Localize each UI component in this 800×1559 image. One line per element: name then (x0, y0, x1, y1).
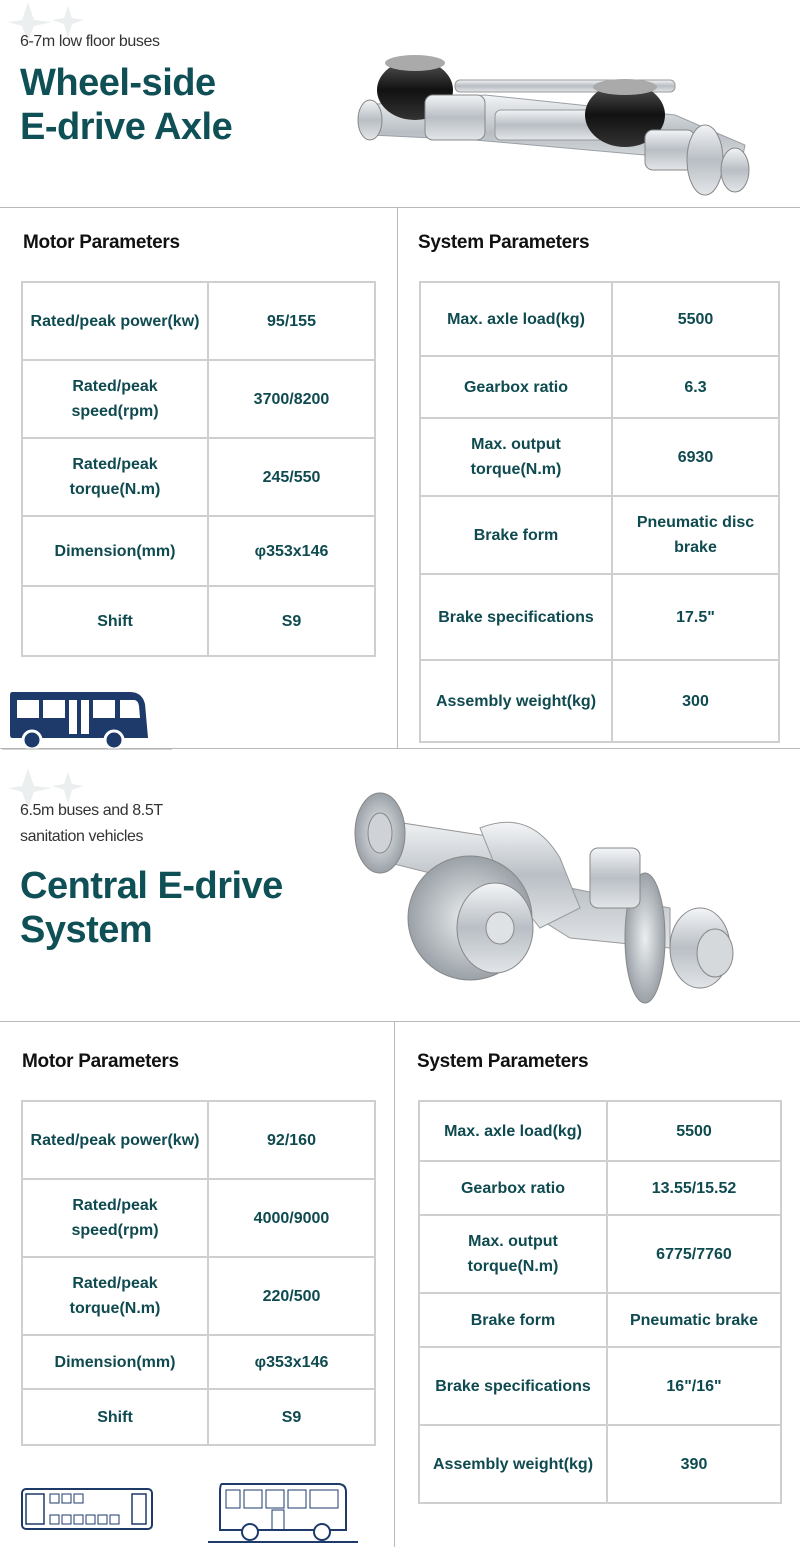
table-row (420, 356, 779, 418)
table-row (22, 1101, 375, 1179)
param-value: 95/155 (208, 282, 375, 360)
param-value: 5500 (612, 282, 779, 356)
section-1-motor-heading: Motor Parameters (23, 232, 180, 253)
param-value: S9 (208, 586, 375, 656)
table-row (420, 574, 779, 660)
param-value: 13.55/15.52 (607, 1161, 781, 1215)
param-label: Assembly weight(kg) (420, 660, 612, 742)
param-label: Dimension(mm) (22, 1335, 208, 1389)
low-floor-bus-icon (2, 688, 172, 752)
section-2-system-table (418, 1100, 782, 1504)
param-label: Max. output torque(N.m) (419, 1215, 607, 1293)
param-label: Max. axle load(kg) (420, 282, 612, 356)
wheel-side-axle-image (345, 35, 765, 200)
table-row (22, 1179, 375, 1257)
table-row (419, 1347, 781, 1425)
central-e-drive-image (340, 778, 760, 1008)
table-row (419, 1161, 781, 1215)
section-2-column-divider (394, 1021, 395, 1547)
param-value: 17.5" (612, 574, 779, 660)
table-row (22, 438, 375, 516)
param-label: Assembly weight(kg) (419, 1425, 607, 1503)
table-row (22, 282, 375, 360)
section-1-system-heading: System Parameters (418, 232, 590, 253)
table-row (22, 360, 375, 438)
table-row (22, 516, 375, 586)
param-label: Rated/peak torque(N.m) (22, 1257, 208, 1335)
param-value: 300 (612, 660, 779, 742)
section-2-motor-table (21, 1100, 376, 1446)
section-1-top-divider (0, 207, 800, 208)
param-value: S9 (208, 1389, 375, 1445)
param-label: Rated/peak speed(rpm) (22, 1179, 208, 1257)
param-value: 220/500 (208, 1257, 375, 1335)
table-row (419, 1425, 781, 1503)
param-value: 16"/16" (607, 1347, 781, 1425)
section-1-motor-table (21, 281, 376, 657)
section-1-column-divider (397, 207, 398, 748)
section-2-system-heading: System Parameters (417, 1051, 589, 1072)
param-value: 245/550 (208, 438, 375, 516)
param-label: Brake form (420, 496, 612, 574)
param-value: 4000/9000 (208, 1179, 375, 1257)
param-label: Rated/peak power(kw) (22, 1101, 208, 1179)
table-row (419, 1293, 781, 1347)
table-row (22, 1389, 375, 1445)
section-2-top-divider (0, 1021, 800, 1022)
param-value: Pneumatic brake (607, 1293, 781, 1347)
table-row (420, 496, 779, 574)
param-label: Rated/peak torque(N.m) (22, 438, 208, 516)
param-label: Rated/peak speed(rpm) (22, 360, 208, 438)
param-value: 5500 (607, 1101, 781, 1161)
bus-side-view-icon (208, 1478, 358, 1544)
param-value: 390 (607, 1425, 781, 1503)
table-row (420, 660, 779, 742)
table-row (420, 418, 779, 496)
param-label: Gearbox ratio (419, 1161, 607, 1215)
section-2-motor-heading: Motor Parameters (22, 1051, 179, 1072)
param-label: Brake specifications (420, 574, 612, 660)
section-1-subtitle: 6-7m low floor buses (20, 33, 160, 50)
param-value: φ353x146 (208, 1335, 375, 1389)
table-row (419, 1101, 781, 1161)
param-value: 3700/8200 (208, 360, 375, 438)
param-value: 6775/7760 (607, 1215, 781, 1293)
table-row (22, 586, 375, 656)
param-label: Shift (22, 586, 208, 656)
table-row (22, 1335, 375, 1389)
param-label: Brake specifications (419, 1347, 607, 1425)
table-row (22, 1257, 375, 1335)
section-1-title: Wheel-side E-drive Axle (20, 62, 233, 148)
param-label: Shift (22, 1389, 208, 1445)
bus-floor-plan-icon (20, 1486, 160, 1534)
param-value: 92/160 (208, 1101, 375, 1179)
param-label: Brake form (419, 1293, 607, 1347)
param-label: Dimension(mm) (22, 516, 208, 586)
section-2-subtitle: 6.5m buses and 8.5T sanitation vehicles (20, 802, 163, 845)
section-2-title: Central E-drive System (20, 865, 283, 951)
table-row (419, 1215, 781, 1293)
param-label: Max. output torque(N.m) (420, 418, 612, 496)
param-label: Gearbox ratio (420, 356, 612, 418)
param-value: 6930 (612, 418, 779, 496)
param-label: Max. axle load(kg) (419, 1101, 607, 1161)
param-label: Rated/peak power(kw) (22, 282, 208, 360)
table-row (420, 282, 779, 356)
section-1-system-table (419, 281, 780, 743)
param-value: φ353x146 (208, 516, 375, 586)
param-value: Pneumatic disc brake (612, 496, 779, 574)
param-value: 6.3 (612, 356, 779, 418)
